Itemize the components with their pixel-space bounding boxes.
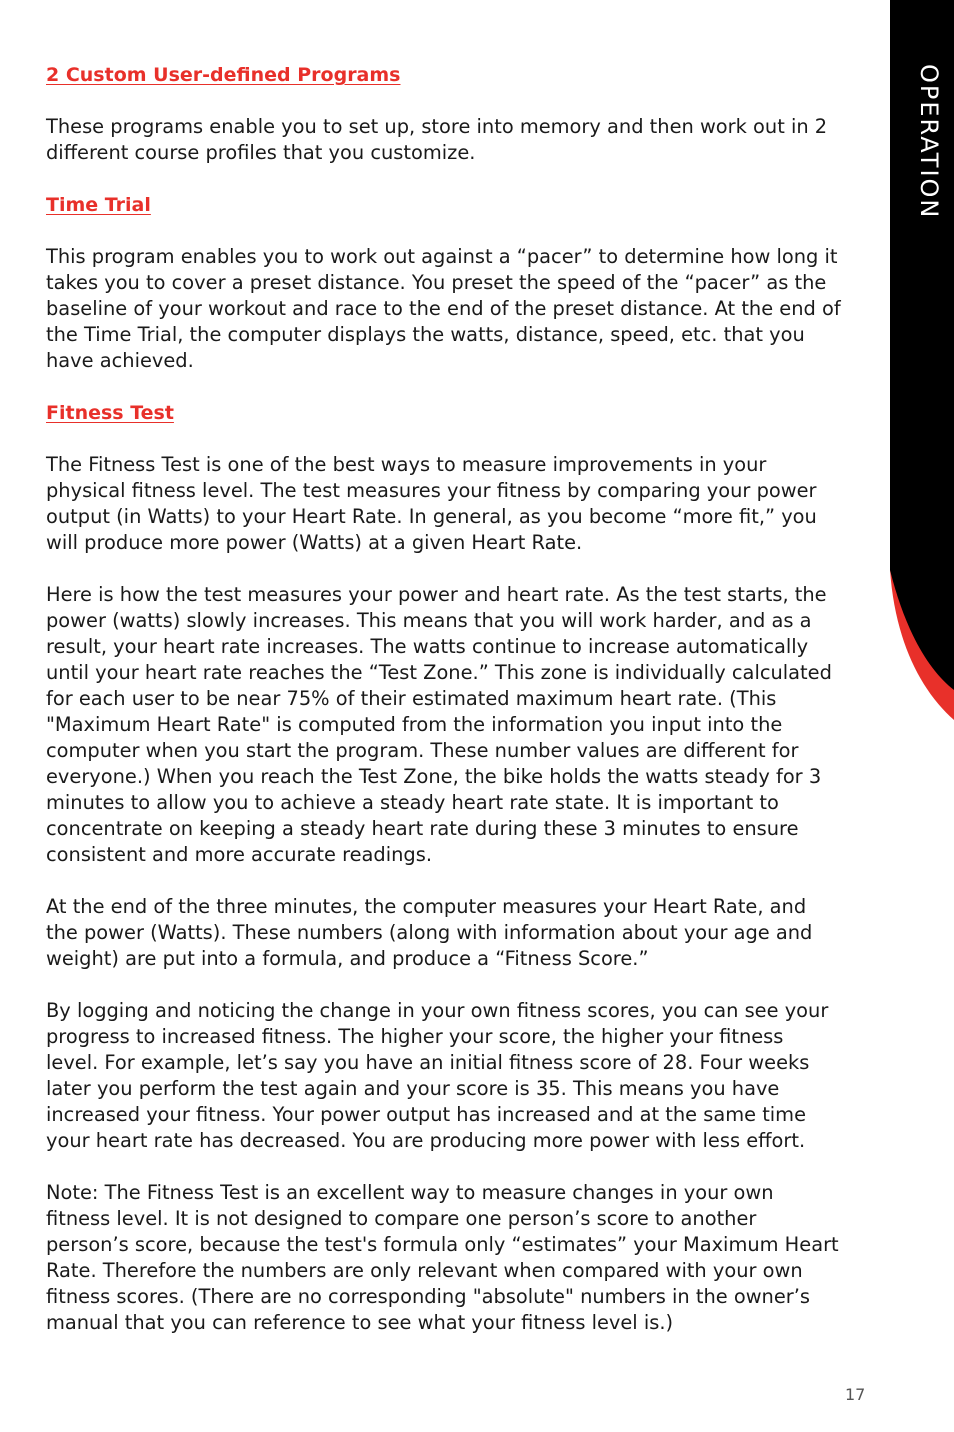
heading-time-trial: Time Trial xyxy=(46,194,151,216)
heading-fitness-test: Fitness Test xyxy=(46,402,174,424)
paragraph-fitness-test-intro: The Fitness Test is one of the best ways to measure improvements in your physical fitness level. The test measures your fitness by comparing your power output (in Watts) to your Heart Rate. In general, as you become “more fit,” you will produce more power (Watts) at a given Heart Rate. xyxy=(46,453,817,554)
paragraph-fitness-test-progress: By logging and noticing the change in your own fitness scores, you can see your progress to increased fitness. The higher your score, the higher your fitness level. For example, let’s say you have an initial fitness score of 28. Four weeks later you perform the test again and your score is 35. This means you have increased your fitness. Your power output has increased and at the same time your heart rate has decreased. You are producing more power with less effort. xyxy=(46,999,829,1152)
page-content xyxy=(46,62,841,1336)
paragraph-fitness-test-note: Note: The Fitness Test is an excellent way to measure changes in your own fitness level. It is not designed to compare one person’s score to another person’s score, because the test's formula only “estimates” your Maximum Heart Rate. Therefore the numbers are only relevant when compared with your own fitness scores. (There are no corresponding "absolute" numbers in the owner’s manual that you can reference to see what your fitness level is.) xyxy=(46,1181,839,1334)
paragraph-fitness-test-end: At the end of the three minutes, the computer measures your Heart Rate, and the power (Watts). These numbers (along with information about your age and weight) are put into a formula, and produce a “Fitness Score.” xyxy=(46,895,813,970)
paragraph-fitness-test-how: Here is how the test measures your power and heart rate. As the test starts, the power (watts) slowly increases. This means that you will work harder, and as a result, your heart rate increases. The watts continue to increase automatically until your heart rate reaches the “Test Zone.” This zone is individually calculated for each user to be near 75% of their estimated maximum heart rate. (This "Maximum Heart Rate" is computed from the information you input into the computer when you start the program. These number values are different for everyone.) When you reach the Test Zone, the bike holds the watts steady for 3 minutes to allow you to achieve a steady heart rate state. It is important to concentrate on keeping a steady heart rate during these 3 minutes to ensure consistent and more accurate readings. xyxy=(46,583,832,866)
heading-custom-programs: 2 Custom User-defined Programs xyxy=(46,64,401,86)
page-number: 17 xyxy=(845,1385,866,1404)
section-label: OPERATION xyxy=(915,64,943,220)
paragraph-time-trial: This program enables you to work out against a “pacer” to determine how long it takes you to cover a preset distance. You preset the speed of the “pacer” as the baseline of your workout and race to the end of the preset distance. At the end of the Time Trial, the computer displays the watts, distance, speed, etc. that you have achieved. xyxy=(46,245,841,372)
paragraph-custom-programs: These programs enable you to set up, store into memory and then work out in 2 different course profiles that you customize. xyxy=(46,115,828,164)
